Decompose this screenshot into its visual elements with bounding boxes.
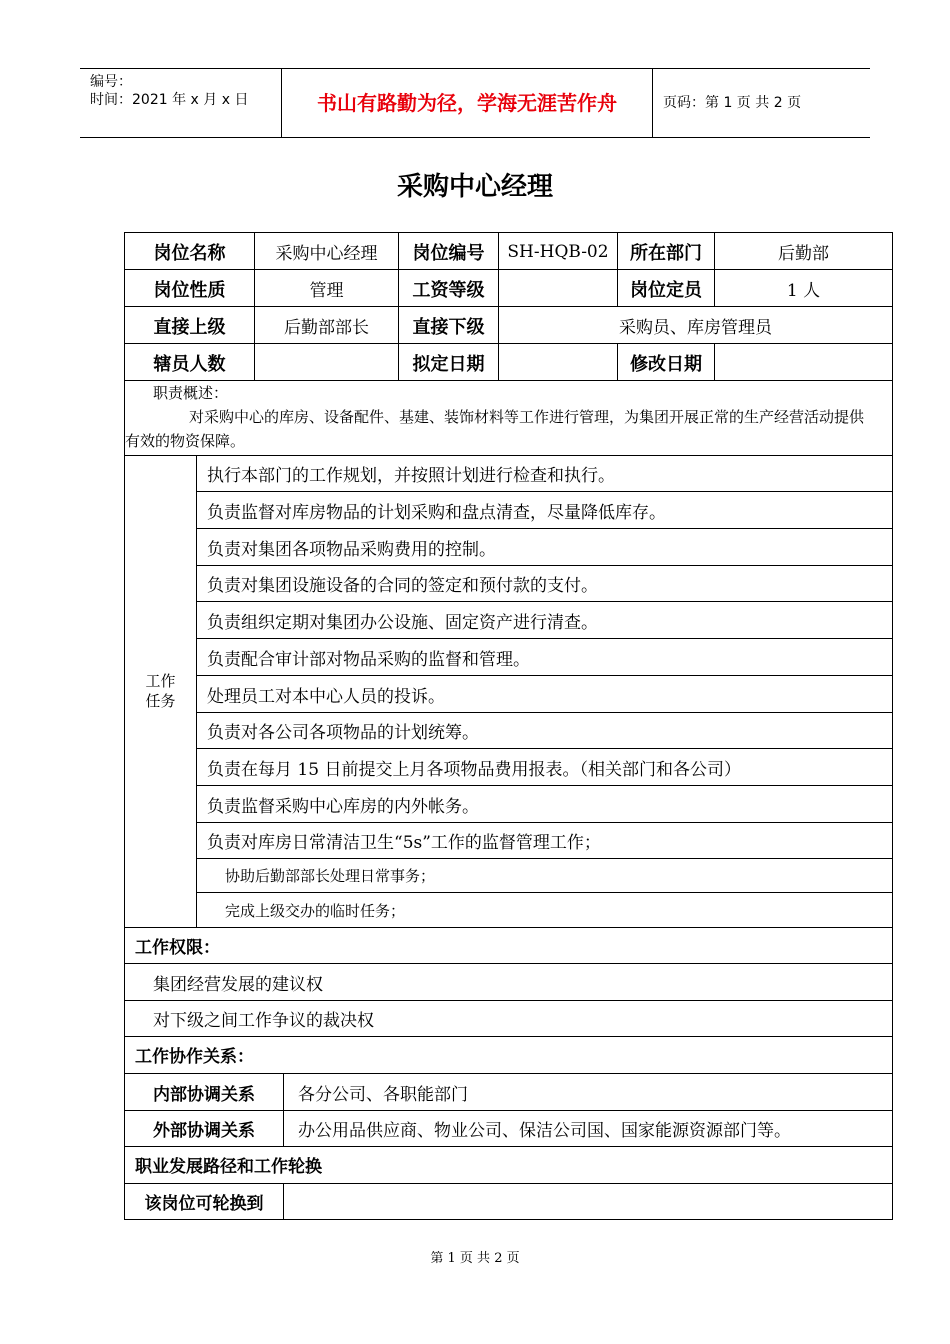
label-position-nature: 岗位性质 (153, 279, 226, 301)
label-staff-count: 辖员人数 (153, 353, 226, 375)
value-position-nature: 管理 (309, 281, 344, 301)
label-headcount: 岗位定员 (630, 279, 702, 301)
job-description-form (124, 232, 893, 1220)
authority-item: 集团经营发展的建议权 (153, 974, 323, 995)
value-department: 后勤部 (778, 244, 829, 264)
date-label: 时间：2021 年 x 月 x 日 (90, 92, 249, 108)
value-revision-date (715, 344, 892, 381)
summary-body: 对采购中心的库房、设备配件、基建、装饰材料等工作进行管理，为集团开展正常的生产经营活动提供有效的物资保障。 (125, 408, 865, 450)
value-headcount: 1 人 (786, 281, 821, 301)
value-external-coordination: 办公用品供应商、物业公司、保洁公司国、国家能源资源部门等。 (298, 1121, 791, 1141)
summary-heading: 职责概述： (153, 384, 229, 402)
tasks-label-line1: 工作 (145, 672, 176, 690)
label-salary-grade: 工资等级 (412, 279, 485, 301)
header-meta (80, 69, 281, 137)
label-department: 所在部门 (630, 242, 702, 264)
task-item: 处理员工对本中心人员的投诉。 (207, 686, 445, 707)
value-position-name: 采购中心经理 (275, 244, 378, 264)
document-header (80, 68, 870, 138)
label-position-code: 岗位编号 (412, 242, 485, 264)
tasks-label (125, 455, 196, 927)
value-draft-date (499, 344, 617, 381)
task-item: 负责对集团各项物品采购费用的控制。 (207, 539, 496, 560)
value-direct-subordinate: 采购员、库房管理员 (619, 318, 772, 338)
task-item: 完成上级交办的临时任务； (225, 901, 406, 920)
tasks-label-line2: 任务 (145, 692, 176, 710)
task-item: 负责监督采购中心库房的内外帐务。 (207, 796, 479, 817)
task-item: 负责配合审计部对物品采购的监督和管理。 (207, 649, 530, 670)
label-position-name: 岗位名称 (153, 242, 226, 264)
label-direct-superior: 直接上级 (153, 316, 226, 338)
value-position-code: SH-HQB-02 (507, 241, 609, 262)
value-staff-count (255, 344, 398, 381)
career-heading: 职业发展路径和工作轮换 (135, 1157, 322, 1177)
task-item: 负责组织定期对集团办公设施、固定资产进行清查。 (207, 612, 598, 633)
label-draft-date: 拟定日期 (412, 353, 485, 375)
label-revision-date: 修改日期 (630, 353, 702, 375)
value-salary-grade (499, 270, 617, 307)
value-rotation (284, 1184, 892, 1219)
task-item: 负责监督对库房物品的计划采购和盘点清查，尽量降低库存。 (207, 502, 666, 523)
document-title: 采购中心经理 (396, 172, 553, 202)
header-slogan: 书山有路勤为径，学海无涯苦作舟 (281, 69, 653, 137)
cooperation-heading: 工作协作关系： (135, 1047, 254, 1067)
task-item: 负责对库房日常清洁卫生“5s”工作的监督管理工作； (207, 833, 601, 853)
label-direct-subordinate: 直接下级 (412, 316, 485, 338)
task-item: 协助后勤部部长处理日常事务； (225, 867, 436, 885)
duty-summary (125, 380, 892, 455)
label-rotation: 该岗位可轮换到 (144, 1194, 264, 1214)
task-item: 执行本部门的工作规划，并按照计划进行检查和执行。 (207, 465, 615, 486)
task-item: 负责对各公司各项物品的计划统筹。 (207, 723, 479, 743)
page-footer: 第 1 页 共 2 页 (430, 1251, 520, 1266)
label-internal-coordination: 内部协调关系 (153, 1084, 255, 1105)
authority-item: 对下级之间工作争议的裁决权 (153, 1011, 374, 1031)
task-item: 负责对集团设施设备的合同的签定和预付款的支付。 (207, 576, 598, 596)
header-page-label: 页码：第 1 页 共 2 页 (663, 95, 802, 111)
value-direct-superior: 后勤部部长 (284, 318, 369, 338)
value-internal-coordination: 各分公司、各职能部门 (298, 1084, 468, 1105)
label-external-coordination: 外部协调关系 (153, 1121, 255, 1141)
authority-heading: 工作权限： (135, 937, 220, 958)
task-item: 负责在每月 15 日前提交上月各项物品费用报表。（相关部门和各公司） (207, 759, 741, 780)
number-label: 编号： (90, 74, 132, 90)
